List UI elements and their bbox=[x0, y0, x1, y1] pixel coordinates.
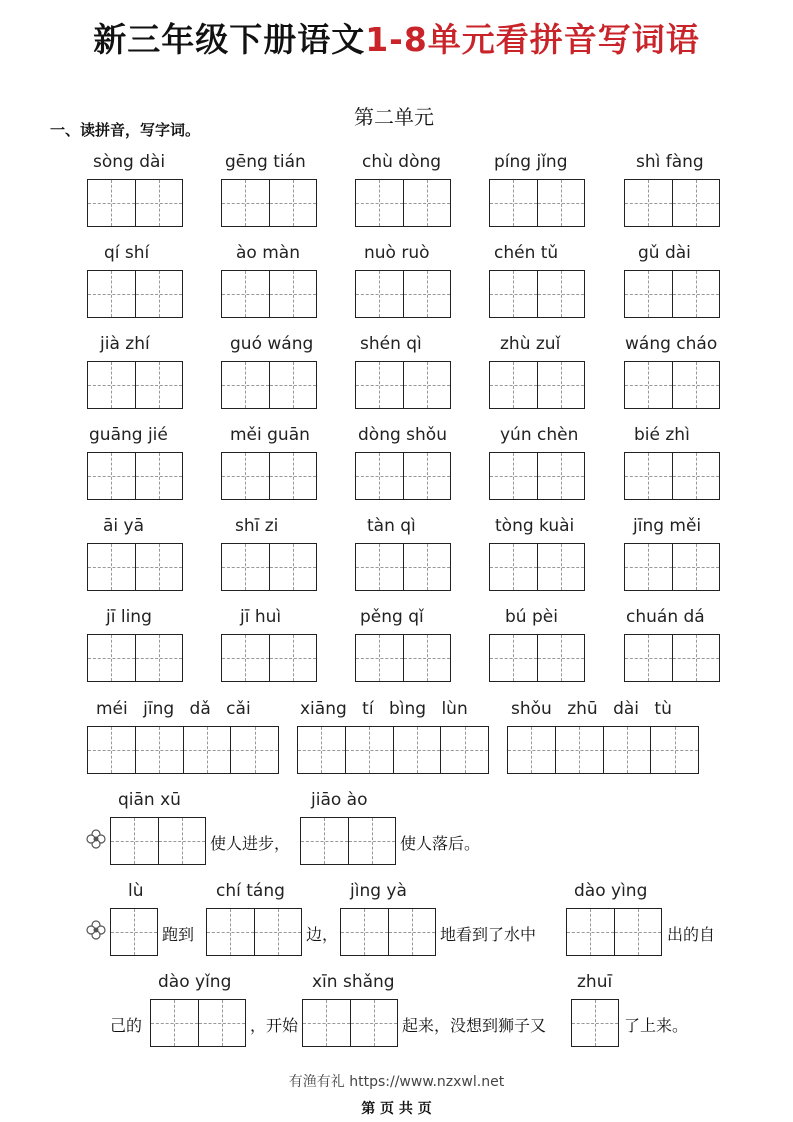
writing-box[interactable] bbox=[221, 543, 317, 591]
writing-box[interactable] bbox=[624, 634, 720, 682]
writing-box[interactable] bbox=[489, 634, 585, 682]
writing-box[interactable] bbox=[355, 543, 451, 591]
word-pinyin: chù dòng bbox=[362, 152, 442, 172]
writing-box[interactable] bbox=[87, 270, 183, 318]
writing-box[interactable] bbox=[221, 270, 317, 318]
writing-box[interactable] bbox=[355, 270, 451, 318]
writing-box[interactable] bbox=[355, 179, 451, 227]
sentence2-text-5: 己的 bbox=[110, 1016, 143, 1035]
word-pinyin: jī huì bbox=[240, 607, 282, 627]
writing-box[interactable] bbox=[221, 179, 317, 227]
idiom-writing-box[interactable] bbox=[87, 726, 279, 774]
watermark: 有渔有礼 https://www.nzxwl.net bbox=[288, 1074, 505, 1090]
idiom-writing-box[interactable] bbox=[297, 726, 489, 774]
idiom-pinyin: shǒu zhū dài tù bbox=[511, 699, 672, 719]
writing-box[interactable] bbox=[355, 634, 451, 682]
writing-box[interactable] bbox=[489, 270, 585, 318]
writing-box[interactable] bbox=[221, 452, 317, 500]
word-pinyin: ào màn bbox=[236, 243, 300, 263]
word-pinyin: shì fàng bbox=[636, 152, 704, 172]
word-pinyin: yún chèn bbox=[500, 425, 579, 445]
word-pinyin: āi yā bbox=[103, 516, 145, 536]
sentence2-text-1: 跑到 bbox=[162, 925, 195, 944]
word-pinyin: chuán dá bbox=[626, 607, 705, 627]
flower-icon bbox=[86, 829, 106, 849]
sentence2-text-8: 了上来。 bbox=[624, 1016, 689, 1035]
idiom-pinyin: méi jīng dǎ cǎi bbox=[96, 699, 251, 719]
writing-box[interactable] bbox=[87, 452, 183, 500]
word-pinyin: jī ling bbox=[106, 607, 152, 627]
writing-box[interactable] bbox=[87, 634, 183, 682]
writing-box[interactable] bbox=[300, 817, 396, 865]
writing-box[interactable] bbox=[624, 179, 720, 227]
writing-box[interactable] bbox=[571, 999, 619, 1047]
idiom-writing-box[interactable] bbox=[507, 726, 699, 774]
writing-box[interactable] bbox=[624, 270, 720, 318]
word-pinyin: gǔ dài bbox=[638, 243, 691, 263]
word-pinyin: pěng qǐ bbox=[360, 607, 424, 627]
sentence2-pinyin-jingya: jìng yà bbox=[350, 881, 407, 901]
writing-box[interactable] bbox=[624, 361, 720, 409]
word-pinyin: shī zi bbox=[235, 516, 279, 536]
writing-box[interactable] bbox=[624, 543, 720, 591]
sentence2-pinyin-chitang: chí táng bbox=[216, 881, 285, 901]
page-number: 第 页 共 页 bbox=[361, 1101, 432, 1117]
word-pinyin: měi guān bbox=[230, 425, 310, 445]
page-title bbox=[0, 14, 793, 61]
word-pinyin: tòng kuài bbox=[495, 516, 575, 536]
writing-box[interactable] bbox=[355, 452, 451, 500]
word-pinyin: qí shí bbox=[104, 243, 150, 263]
word-pinyin: zhù zuǐ bbox=[500, 334, 561, 354]
writing-box[interactable] bbox=[87, 361, 183, 409]
sentence2-pinyin-lu: lù bbox=[128, 881, 144, 901]
sentence2-pinyin-daoying: dào yìng bbox=[574, 881, 648, 901]
writing-box[interactable] bbox=[110, 817, 206, 865]
writing-box[interactable] bbox=[624, 452, 720, 500]
word-pinyin: bú pèi bbox=[505, 607, 558, 627]
writing-box[interactable] bbox=[110, 908, 158, 956]
word-pinyin: guāng jié bbox=[89, 425, 168, 445]
sentence2-text-4: 出的自 bbox=[667, 925, 716, 944]
writing-box[interactable] bbox=[489, 179, 585, 227]
sentence2-pinyin-daoying2: dào yǐng bbox=[158, 972, 232, 992]
writing-box[interactable] bbox=[355, 361, 451, 409]
word-pinyin: wáng cháo bbox=[625, 334, 718, 354]
sentence2-pinyin-xinshang: xīn shǎng bbox=[312, 972, 395, 992]
sentence2-text-2: 边， bbox=[306, 925, 339, 944]
sentence1-text-1: 使人进步， bbox=[210, 834, 291, 853]
writing-box[interactable] bbox=[489, 543, 585, 591]
word-pinyin: bié zhì bbox=[634, 425, 690, 445]
writing-box[interactable] bbox=[566, 908, 662, 956]
writing-box[interactable] bbox=[489, 361, 585, 409]
writing-box[interactable] bbox=[221, 634, 317, 682]
writing-box[interactable] bbox=[150, 999, 246, 1047]
writing-box[interactable] bbox=[87, 179, 183, 227]
unit-title: 第二单元 bbox=[354, 105, 434, 129]
sentence2-pinyin-zhui: zhuī bbox=[577, 972, 613, 992]
flower-icon bbox=[86, 920, 106, 940]
writing-box[interactable] bbox=[206, 908, 302, 956]
sentence1-pinyin-1: qiān xū bbox=[118, 790, 181, 810]
sentence2-text-6: ，开始 bbox=[250, 1016, 299, 1035]
word-pinyin: chén tǔ bbox=[494, 243, 559, 263]
sentence2-text-3: 地看到了水中 bbox=[440, 925, 537, 944]
word-pinyin: píng jǐng bbox=[494, 152, 568, 172]
writing-box[interactable] bbox=[340, 908, 436, 956]
writing-box[interactable] bbox=[489, 452, 585, 500]
sentence1-pinyin-2: jiāo ào bbox=[311, 790, 368, 810]
sentence1-text-2: 使人落后。 bbox=[400, 834, 481, 853]
writing-box[interactable] bbox=[221, 361, 317, 409]
word-pinyin: gēng tián bbox=[225, 152, 306, 172]
writing-box[interactable] bbox=[302, 999, 398, 1047]
word-pinyin: guó wáng bbox=[230, 334, 314, 354]
word-pinyin: sòng dài bbox=[93, 152, 166, 172]
word-pinyin: dòng shǒu bbox=[358, 425, 447, 445]
word-pinyin: nuò ruò bbox=[364, 243, 430, 263]
writing-box[interactable] bbox=[87, 543, 183, 591]
word-pinyin: shén qì bbox=[360, 334, 422, 354]
section-heading: 一、读拼音，写字词。 bbox=[50, 121, 201, 139]
title-part-1: 新三年级下册语文 bbox=[93, 20, 366, 59]
sentence2-text-7: 起来，没想到狮子又 bbox=[402, 1016, 547, 1035]
word-pinyin: jīng měi bbox=[633, 516, 702, 536]
title-part-2: 1-8单元看拼音写词语 bbox=[365, 20, 700, 59]
word-pinyin: jià zhí bbox=[100, 334, 150, 354]
word-pinyin: tàn qì bbox=[367, 516, 416, 536]
idiom-pinyin: xiāng tí bìng lùn bbox=[300, 699, 468, 719]
